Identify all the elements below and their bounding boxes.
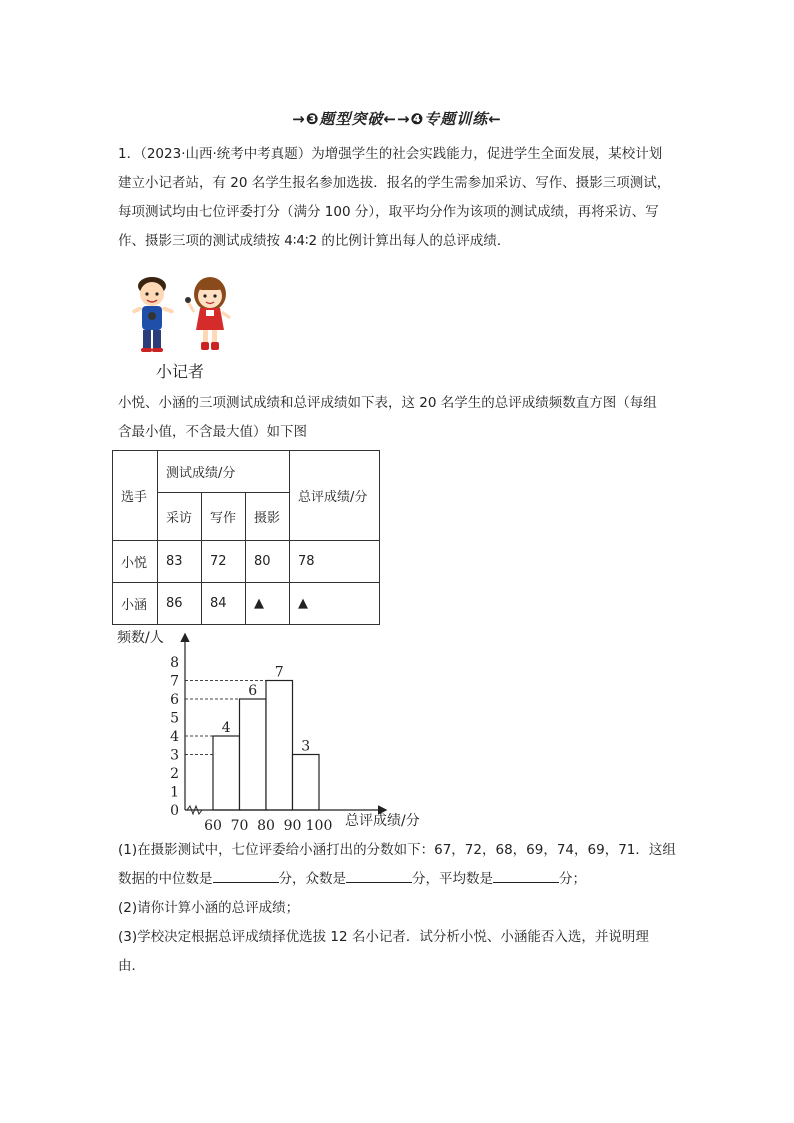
y-tick-label: 7 — [170, 673, 179, 690]
header-photography: 摄影 — [246, 493, 290, 541]
q1-text-mode: 分，众数是 — [278, 871, 346, 887]
cell-writing: 72 — [202, 541, 246, 583]
intro-line: 每项测试均由七位评委打分（满分 100 分），取平均分作为该项的测试成绩，再将采访、写 — [118, 204, 659, 220]
q1-text-mean: 分，平均数是 — [412, 871, 493, 887]
boy-reporter-figure — [132, 277, 175, 352]
bar-value-label: 7 — [274, 664, 284, 681]
section-header: →❸题型突破←→❹专题训练← — [292, 110, 502, 128]
cell-interview: 86 — [158, 583, 202, 625]
question-1-line: (1)在摄影测试中，七位评委给小涵打出的分数如下：67，72，68，69，74，69，71．这组 — [118, 842, 676, 858]
table-intro — [118, 389, 678, 447]
q1-text-median: 数据的中位数是 — [118, 871, 213, 887]
x-tick-label: 70 — [230, 818, 249, 834]
x-axis-label: 总评成绩/分 — [345, 813, 420, 829]
header-player: 选手 — [113, 451, 158, 541]
cell-photography: 80 — [246, 541, 290, 583]
y-tick-label: 4 — [170, 729, 179, 745]
x-tick-label: 90 — [283, 818, 302, 834]
answer-blank-mode[interactable] — [346, 868, 412, 883]
question-3-line: 由． — [118, 958, 145, 974]
answer-blank-mean[interactable] — [493, 868, 559, 883]
questions — [118, 836, 678, 981]
table-intro-line: 含最小值，不含最大值）如下图 — [118, 424, 307, 440]
q1-text-end: 分； — [559, 871, 586, 887]
histogram-bar — [213, 736, 240, 810]
scores-table — [112, 450, 380, 625]
y-tick-label: 0 — [170, 803, 179, 819]
x-tick-label: 80 — [257, 818, 275, 834]
histogram-bar — [266, 681, 293, 811]
bar-value-label: 4 — [221, 720, 231, 736]
frequency-histogram — [115, 625, 445, 835]
y-tick-label: 2 — [170, 766, 179, 782]
intro-line: 作、摄影三项的测试成绩按 4∶4∶2 的比例计算出每人的总评成绩． — [118, 233, 511, 249]
histogram-bar — [293, 755, 320, 811]
intro-line: 建立小记者站，有 20 名学生报名参加选拔．报名的学生需参加采访、写作、摄影三项测试， — [118, 175, 671, 191]
illustration-caption: 小记者 — [156, 362, 205, 381]
cell-total: 78 — [290, 541, 380, 583]
x-tick-label: 60 — [204, 818, 222, 834]
header-writing: 写作 — [202, 493, 246, 541]
y-tick-label: 1 — [170, 784, 179, 801]
question-1-line — [118, 865, 678, 894]
bar-value-label: 3 — [301, 738, 311, 755]
bar-value-label: 6 — [248, 683, 258, 699]
y-tick-label: 5 — [170, 710, 179, 727]
x-tick-label: 100 — [305, 818, 333, 834]
y-axis-label: 频数/人 — [117, 630, 164, 646]
problem-intro — [118, 140, 678, 256]
histogram-bar — [240, 699, 267, 810]
cell-interview: 83 — [158, 541, 202, 583]
cell-photography: ▲ — [246, 583, 290, 625]
cell-total: ▲ — [290, 583, 380, 625]
table-row — [113, 541, 380, 583]
row-name: 小悦 — [113, 541, 158, 583]
table-intro-line: 小悦、小涵的三项测试成绩和总评成绩如下表，这 20 名学生的总评成绩频数直方图（每组 — [118, 395, 657, 411]
y-tick-label: 3 — [170, 747, 179, 764]
cell-writing: 84 — [202, 583, 246, 625]
question-2: (2)请你计算小涵的总评成绩； — [118, 900, 300, 916]
row-name: 小涵 — [113, 583, 158, 625]
y-tick-label: 8 — [170, 655, 179, 671]
intro-line: 1．（2023·山西·统考中考真题）为增强学生的社会实践能力，促进学生全面发展，某校计划 — [118, 146, 663, 162]
question-3-line: (3)学校决定根据总评成绩择优选拔 12 名小记者．试分析小悦、小涵能否入选，并说明理 — [118, 929, 649, 945]
header-interview: 采访 — [158, 493, 202, 541]
girl-reporter-figure — [185, 277, 230, 350]
table-row — [113, 583, 380, 625]
y-tick-label: 6 — [170, 692, 179, 708]
header-total: 总评成绩/分 — [290, 451, 380, 541]
header-tests: 测试成绩/分 — [158, 451, 290, 493]
answer-blank-median[interactable] — [213, 868, 279, 883]
